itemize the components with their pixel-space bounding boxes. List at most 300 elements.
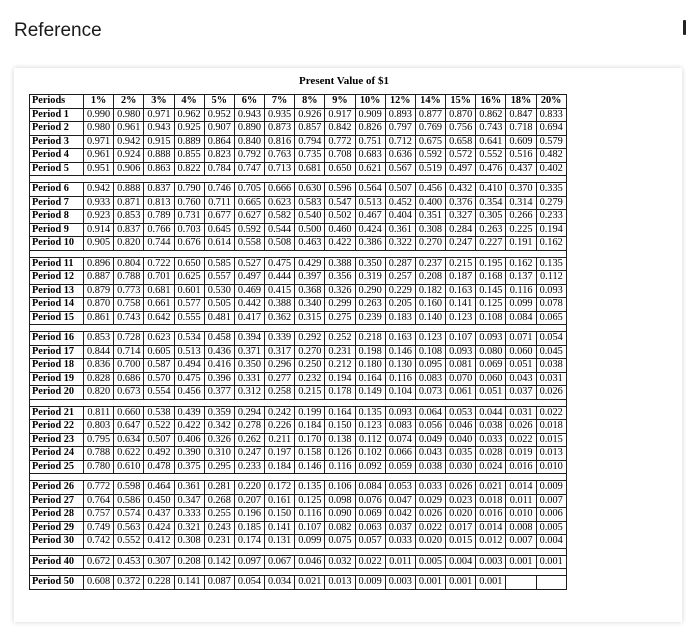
table-row bbox=[30, 521, 567, 535]
minimize-icon[interactable] bbox=[683, 20, 686, 35]
table-row bbox=[30, 223, 567, 237]
table-row bbox=[30, 298, 567, 312]
pv-cell: 0.410 bbox=[476, 183, 506, 197]
table-row bbox=[30, 183, 567, 197]
pv-cell: 0.924 bbox=[114, 149, 144, 163]
pv-cell: 0.650 bbox=[174, 257, 204, 271]
table-row bbox=[30, 508, 567, 522]
pv-cell: 0.813 bbox=[144, 196, 174, 210]
pv-cell: 0.703 bbox=[174, 223, 204, 237]
pv-cell: 0.160 bbox=[415, 298, 445, 312]
period-label: Period 17 bbox=[30, 345, 84, 359]
pv-cell: 0.084 bbox=[506, 311, 536, 325]
pv-cell: 0.270 bbox=[415, 237, 445, 251]
pv-cell: 0.641 bbox=[476, 135, 506, 149]
pv-cell: 0.592 bbox=[234, 223, 264, 237]
pv-cell: 0.877 bbox=[415, 108, 445, 122]
pv-cell: 0.417 bbox=[234, 311, 264, 325]
pv-cell: 0.647 bbox=[114, 420, 144, 434]
pv-cell: 0.049 bbox=[415, 433, 445, 447]
pv-cell: 0.361 bbox=[385, 223, 415, 237]
pv-cell: 0.722 bbox=[144, 257, 174, 271]
pv-cell: 0.043 bbox=[415, 447, 445, 461]
pv-cell: 0.416 bbox=[204, 359, 234, 373]
pv-cell: 0.712 bbox=[385, 135, 415, 149]
pv-cell: 0.020 bbox=[415, 535, 445, 549]
pv-cell: 0.038 bbox=[415, 460, 445, 474]
pv-cell: 0.237 bbox=[415, 257, 445, 271]
pv-cell: 0.215 bbox=[295, 386, 325, 400]
pv-cell: 0.107 bbox=[446, 332, 476, 346]
pv-cell: 0.028 bbox=[476, 447, 506, 461]
pv-cell: 0.078 bbox=[536, 298, 566, 312]
pv-cell: 0.371 bbox=[234, 345, 264, 359]
pv-cell: 0.015 bbox=[446, 535, 476, 549]
pv-cell: 0.145 bbox=[476, 284, 506, 298]
period-label: Period 13 bbox=[30, 284, 84, 298]
period-label: Period 30 bbox=[30, 535, 84, 549]
pv-cell: 0.087 bbox=[204, 576, 234, 590]
pv-cell: 0.627 bbox=[234, 210, 264, 224]
pv-cell: 0.257 bbox=[385, 271, 415, 285]
pv-cell: 0.270 bbox=[295, 345, 325, 359]
pv-cell: 0.842 bbox=[325, 122, 355, 136]
pv-cell: 0.275 bbox=[325, 311, 355, 325]
pv-cell: 0.326 bbox=[204, 433, 234, 447]
pv-cell: 0.104 bbox=[385, 386, 415, 400]
pv-cell: 0.660 bbox=[114, 406, 144, 420]
pv-cell: 0.962 bbox=[174, 108, 204, 122]
pv-cell: 0.218 bbox=[355, 332, 385, 346]
pv-cell: 0.538 bbox=[144, 406, 174, 420]
pv-cell: 0.713 bbox=[265, 162, 295, 176]
pv-cell: 0.069 bbox=[355, 508, 385, 522]
pv-cell: 0.023 bbox=[446, 494, 476, 508]
pv-cell: 0.516 bbox=[506, 149, 536, 163]
pv-cell: 0.010 bbox=[536, 460, 566, 474]
period-label: Period 21 bbox=[30, 406, 84, 420]
pv-cell: 0.092 bbox=[355, 460, 385, 474]
pv-cell: 0.507 bbox=[385, 183, 415, 197]
pv-cell: 0.505 bbox=[204, 298, 234, 312]
pv-cell: 0.098 bbox=[325, 494, 355, 508]
pv-cell: 0.424 bbox=[144, 521, 174, 535]
period-label: Period 19 bbox=[30, 372, 84, 386]
pv-cell: 0.326 bbox=[325, 284, 355, 298]
pv-cell: 0.284 bbox=[446, 223, 476, 237]
group-spacer bbox=[30, 250, 567, 257]
header-rate: 5% bbox=[204, 95, 234, 109]
pv-cell: 0.081 bbox=[446, 359, 476, 373]
pv-cell: 0.031 bbox=[506, 406, 536, 420]
pv-cell: 0.231 bbox=[325, 345, 355, 359]
pv-cell: 0.076 bbox=[355, 494, 385, 508]
pv-cell: 0.212 bbox=[325, 359, 355, 373]
pv-cell: 0.645 bbox=[204, 223, 234, 237]
pv-cell: 0.481 bbox=[204, 311, 234, 325]
pv-cell: 0.131 bbox=[265, 535, 295, 549]
pv-cell: 0.060 bbox=[506, 345, 536, 359]
pv-cell: 0.001 bbox=[415, 576, 445, 590]
pv-cell: 0.299 bbox=[325, 298, 355, 312]
pv-cell: 0.093 bbox=[476, 332, 506, 346]
pv-cell: 0.772 bbox=[325, 135, 355, 149]
period-label: Period 28 bbox=[30, 508, 84, 522]
pv-cell: 0.923 bbox=[84, 210, 114, 224]
pv-cell: 0.665 bbox=[234, 196, 264, 210]
pv-cell: 0.708 bbox=[325, 149, 355, 163]
pv-cell: 0.082 bbox=[325, 521, 355, 535]
pv-cell: 0.030 bbox=[446, 460, 476, 474]
table-row bbox=[30, 494, 567, 508]
period-label: Period 20 bbox=[30, 386, 84, 400]
pv-cell: 0.038 bbox=[536, 359, 566, 373]
group-spacer bbox=[30, 569, 567, 576]
pv-cell: 0.442 bbox=[234, 298, 264, 312]
pv-cell: 0.150 bbox=[265, 508, 295, 522]
pv-cell: 0.056 bbox=[415, 420, 445, 434]
pv-cell: 0.478 bbox=[144, 460, 174, 474]
pv-cell: 0.227 bbox=[476, 237, 506, 251]
pv-cell: 0.312 bbox=[234, 386, 264, 400]
pv-cell: 0.943 bbox=[234, 108, 264, 122]
pv-cell: 0.412 bbox=[144, 535, 174, 549]
pv-cell: 0.990 bbox=[84, 108, 114, 122]
pv-cell: 0.170 bbox=[295, 433, 325, 447]
pv-cell: 0.686 bbox=[114, 372, 144, 386]
pv-cell: 0.053 bbox=[446, 406, 476, 420]
pv-cell: 0.116 bbox=[295, 508, 325, 522]
pv-cell: 0.917 bbox=[325, 108, 355, 122]
pv-cell: 0.073 bbox=[415, 386, 445, 400]
pv-cell: 0.146 bbox=[385, 345, 415, 359]
pv-cell: 0.361 bbox=[174, 481, 204, 495]
pv-cell: 0.914 bbox=[84, 223, 114, 237]
pv-cell: 0.853 bbox=[114, 210, 144, 224]
pv-cell: 0.199 bbox=[295, 406, 325, 420]
pv-cell: 0.061 bbox=[446, 386, 476, 400]
pv-cell: 0.015 bbox=[536, 433, 566, 447]
pv-cell: 0.207 bbox=[234, 494, 264, 508]
pv-cell: 0.743 bbox=[114, 311, 144, 325]
pv-cell: 0.024 bbox=[476, 460, 506, 474]
pv-cell: 0.577 bbox=[174, 298, 204, 312]
period-label: Period 6 bbox=[30, 183, 84, 197]
pv-cell: 0.033 bbox=[476, 433, 506, 447]
pv-cell: 0.570 bbox=[144, 372, 174, 386]
pv-cell: 0.123 bbox=[355, 420, 385, 434]
table-row bbox=[30, 149, 567, 163]
pv-cell: 0.106 bbox=[325, 481, 355, 495]
pv-cell: 0.905 bbox=[84, 237, 114, 251]
pv-cell: 0.307 bbox=[144, 555, 174, 569]
pv-cell: 0.205 bbox=[385, 298, 415, 312]
pv-cell: 0.925 bbox=[174, 122, 204, 136]
pv-cell: 0.508 bbox=[265, 237, 295, 251]
pv-cell: 0.294 bbox=[234, 406, 264, 420]
pv-cell: 0.069 bbox=[476, 359, 506, 373]
pv-cell: 0.013 bbox=[536, 447, 566, 461]
pv-cell: 0.475 bbox=[174, 372, 204, 386]
pv-cell: 0.837 bbox=[144, 183, 174, 197]
pv-cell: 0.971 bbox=[84, 135, 114, 149]
pv-cell: 0.961 bbox=[84, 149, 114, 163]
pv-cell: 0.402 bbox=[536, 162, 566, 176]
table-row bbox=[30, 196, 567, 210]
pv-cell: 0.263 bbox=[355, 298, 385, 312]
header-rate: 3% bbox=[144, 95, 174, 109]
pv-cell: 0.215 bbox=[446, 257, 476, 271]
pv-cell: 0.037 bbox=[385, 521, 415, 535]
pv-cell: 0.197 bbox=[265, 447, 295, 461]
pv-cell: 0.018 bbox=[536, 420, 566, 434]
period-label: Period 5 bbox=[30, 162, 84, 176]
pv-cell: 0.751 bbox=[355, 135, 385, 149]
table-row bbox=[30, 311, 567, 325]
period-label: Period 9 bbox=[30, 223, 84, 237]
table-row bbox=[30, 162, 567, 176]
pv-cell: 0.108 bbox=[415, 345, 445, 359]
header-rate: 14% bbox=[415, 95, 445, 109]
pv-cell: 0.308 bbox=[174, 535, 204, 549]
pv-cell: 0.184 bbox=[295, 420, 325, 434]
pv-cell: 0.757 bbox=[84, 508, 114, 522]
pv-cell: 0.826 bbox=[355, 122, 385, 136]
table-row bbox=[30, 460, 567, 474]
pv-cell: 0.149 bbox=[355, 386, 385, 400]
pv-cell: 0.070 bbox=[446, 372, 476, 386]
pv-cell: 0.005 bbox=[536, 521, 566, 535]
pv-cell: 0.513 bbox=[174, 345, 204, 359]
pv-cell: 0.666 bbox=[265, 183, 295, 197]
pv-cell: 0.711 bbox=[204, 196, 234, 210]
pv-cell: 0.314 bbox=[506, 196, 536, 210]
pv-cell: 0.636 bbox=[385, 149, 415, 163]
table-row bbox=[30, 447, 567, 461]
pv-cell: 0.163 bbox=[385, 332, 415, 346]
pv-cell: 0.180 bbox=[355, 359, 385, 373]
pv-cell: 0.540 bbox=[295, 210, 325, 224]
pv-cell: 0.093 bbox=[446, 345, 476, 359]
pv-cell: 0.527 bbox=[234, 257, 264, 271]
pv-cell: 0.333 bbox=[174, 508, 204, 522]
pv-cell: 0.053 bbox=[385, 481, 415, 495]
table-row bbox=[30, 372, 567, 386]
pv-cell: 0.596 bbox=[325, 183, 355, 197]
pv-cell: 0.125 bbox=[476, 298, 506, 312]
pv-cell: 0.001 bbox=[506, 555, 536, 569]
pv-cell: 0.142 bbox=[204, 555, 234, 569]
pv-cell: 0.014 bbox=[476, 521, 506, 535]
table-row bbox=[30, 122, 567, 136]
pv-cell: 0.065 bbox=[536, 311, 566, 325]
pv-cell: 0.388 bbox=[325, 257, 355, 271]
pv-cell: 0.066 bbox=[385, 447, 415, 461]
pv-cell: 0.863 bbox=[144, 162, 174, 176]
pv-cell: 0.001 bbox=[446, 576, 476, 590]
page-heading: Reference bbox=[14, 20, 102, 41]
pv-cell: 0.820 bbox=[114, 237, 144, 251]
pv-cell: 0.840 bbox=[234, 135, 264, 149]
pv-cell: 0.789 bbox=[144, 210, 174, 224]
pv-cell: 0.705 bbox=[234, 183, 264, 197]
group-spacer bbox=[30, 399, 567, 406]
group-spacer bbox=[30, 548, 567, 555]
pv-cell: 0.915 bbox=[144, 135, 174, 149]
pv-cell: 0.676 bbox=[174, 237, 204, 251]
pv-cell: 0.059 bbox=[385, 460, 415, 474]
pv-cell: 0.026 bbox=[415, 508, 445, 522]
pv-cell: 0.623 bbox=[144, 332, 174, 346]
pv-cell: 0.020 bbox=[446, 508, 476, 522]
pv-cell: 0.906 bbox=[114, 162, 144, 176]
pv-cell: 0.980 bbox=[84, 122, 114, 136]
pv-cell: 0.376 bbox=[446, 196, 476, 210]
pv-cell: 0.519 bbox=[415, 162, 445, 176]
pv-cell: 0.252 bbox=[325, 332, 355, 346]
pv-cell: 0.090 bbox=[325, 508, 355, 522]
table-row bbox=[30, 237, 567, 251]
pv-cell: 0.943 bbox=[144, 122, 174, 136]
pv-cell: 0.135 bbox=[355, 406, 385, 420]
pv-cell: 0.112 bbox=[355, 433, 385, 447]
pv-cell: 0.054 bbox=[536, 332, 566, 346]
pv-cell: 0.980 bbox=[114, 108, 144, 122]
pv-cell: 0.161 bbox=[265, 494, 295, 508]
pv-cell: 0.375 bbox=[174, 460, 204, 474]
pv-cell: 0.794 bbox=[295, 135, 325, 149]
pv-cell: 0.530 bbox=[204, 284, 234, 298]
pv-cell: 0.811 bbox=[84, 406, 114, 420]
pv-cell bbox=[536, 576, 566, 590]
pv-cell: 0.233 bbox=[536, 210, 566, 224]
pv-cell: 0.182 bbox=[415, 284, 445, 298]
table-row bbox=[30, 284, 567, 298]
pv-cell: 0.406 bbox=[174, 433, 204, 447]
pv-cell: 0.007 bbox=[506, 535, 536, 549]
pv-cell: 0.961 bbox=[114, 122, 144, 136]
pv-cell: 0.112 bbox=[536, 271, 566, 285]
pv-cell: 0.758 bbox=[114, 298, 144, 312]
pv-cell: 0.075 bbox=[325, 535, 355, 549]
pv-cell: 0.513 bbox=[355, 196, 385, 210]
period-label: Period 10 bbox=[30, 237, 84, 251]
pv-cell: 0.890 bbox=[234, 122, 264, 136]
pv-cell: 0.432 bbox=[446, 183, 476, 197]
table-row bbox=[30, 210, 567, 224]
pv-cell: 0.853 bbox=[84, 332, 114, 346]
pv-cell: 0.174 bbox=[234, 535, 264, 549]
table-row bbox=[30, 555, 567, 569]
period-label: Period 24 bbox=[30, 447, 84, 461]
pv-cell: 0.135 bbox=[536, 257, 566, 271]
pv-cell: 0.017 bbox=[446, 521, 476, 535]
header-rate: 12% bbox=[385, 95, 415, 109]
pv-cell: 0.033 bbox=[385, 535, 415, 549]
pv-cell: 0.672 bbox=[84, 555, 114, 569]
pv-cell: 0.437 bbox=[506, 162, 536, 176]
pv-cell: 0.362 bbox=[265, 311, 295, 325]
header-rate: 7% bbox=[265, 95, 295, 109]
pv-cell: 0.844 bbox=[84, 345, 114, 359]
pv-cell: 0.022 bbox=[506, 433, 536, 447]
pv-cell: 0.084 bbox=[355, 481, 385, 495]
pv-cell: 0.001 bbox=[476, 576, 506, 590]
header-rate: 18% bbox=[506, 95, 536, 109]
pv-cell: 0.861 bbox=[84, 311, 114, 325]
pv-cell: 0.198 bbox=[355, 345, 385, 359]
pv-cell: 0.350 bbox=[355, 257, 385, 271]
pv-cell: 0.823 bbox=[204, 149, 234, 163]
header-rate: 2% bbox=[114, 95, 144, 109]
pv-cell: 0.555 bbox=[174, 311, 204, 325]
pv-cell: 0.141 bbox=[446, 298, 476, 312]
pv-cell: 0.456 bbox=[415, 183, 445, 197]
pv-cell: 0.099 bbox=[506, 298, 536, 312]
pv-cell: 0.239 bbox=[355, 311, 385, 325]
pv-cell: 0.042 bbox=[385, 508, 415, 522]
pv-cell: 0.340 bbox=[295, 298, 325, 312]
pv-cell: 0.031 bbox=[536, 372, 566, 386]
pv-cell: 0.837 bbox=[114, 223, 144, 237]
pv-cell: 0.935 bbox=[265, 108, 295, 122]
pv-cell: 0.013 bbox=[325, 576, 355, 590]
pv-cell: 0.563 bbox=[114, 521, 144, 535]
pv-cell: 0.005 bbox=[415, 555, 445, 569]
pv-cell: 0.598 bbox=[114, 481, 144, 495]
table-row bbox=[30, 108, 567, 122]
pv-cell: 0.582 bbox=[265, 210, 295, 224]
pv-cell: 0.026 bbox=[446, 481, 476, 495]
pv-cell: 0.422 bbox=[325, 237, 355, 251]
pv-cell: 0.022 bbox=[536, 406, 566, 420]
pv-cell: 0.009 bbox=[355, 576, 385, 590]
pv-cell: 0.162 bbox=[506, 257, 536, 271]
pv-cell: 0.803 bbox=[84, 420, 114, 434]
pv-cell: 0.458 bbox=[204, 332, 234, 346]
pv-cell: 0.822 bbox=[174, 162, 204, 176]
pv-cell: 0.310 bbox=[204, 447, 234, 461]
pv-cell: 0.370 bbox=[506, 183, 536, 197]
pv-cell: 0.012 bbox=[476, 535, 506, 549]
pv-cell: 0.492 bbox=[144, 447, 174, 461]
pv-cell: 0.888 bbox=[114, 183, 144, 197]
period-label: Period 4 bbox=[30, 149, 84, 163]
pv-cell: 0.116 bbox=[385, 372, 415, 386]
pv-cell: 0.233 bbox=[234, 460, 264, 474]
pv-cell: 0.228 bbox=[144, 576, 174, 590]
pv-cell: 0.460 bbox=[325, 223, 355, 237]
pv-cell: 0.621 bbox=[355, 162, 385, 176]
pv-cell: 0.681 bbox=[295, 162, 325, 176]
pv-cell: 0.319 bbox=[355, 271, 385, 285]
header-rate: 9% bbox=[325, 95, 355, 109]
pv-cell: 0.909 bbox=[355, 108, 385, 122]
pv-cell: 0.026 bbox=[506, 420, 536, 434]
pv-cell: 0.714 bbox=[114, 345, 144, 359]
pv-cell: 0.046 bbox=[295, 555, 325, 569]
pv-cell: 0.137 bbox=[506, 271, 536, 285]
pv-cell: 0.424 bbox=[355, 223, 385, 237]
pv-cell: 0.870 bbox=[84, 298, 114, 312]
pv-cell: 0.658 bbox=[446, 135, 476, 149]
pv-cell: 0.790 bbox=[174, 183, 204, 197]
pv-cell: 0.347 bbox=[174, 494, 204, 508]
pv-cell: 0.769 bbox=[415, 122, 445, 136]
pv-cell: 0.208 bbox=[174, 555, 204, 569]
pv-cell: 0.208 bbox=[415, 271, 445, 285]
period-label: Period 11 bbox=[30, 257, 84, 271]
